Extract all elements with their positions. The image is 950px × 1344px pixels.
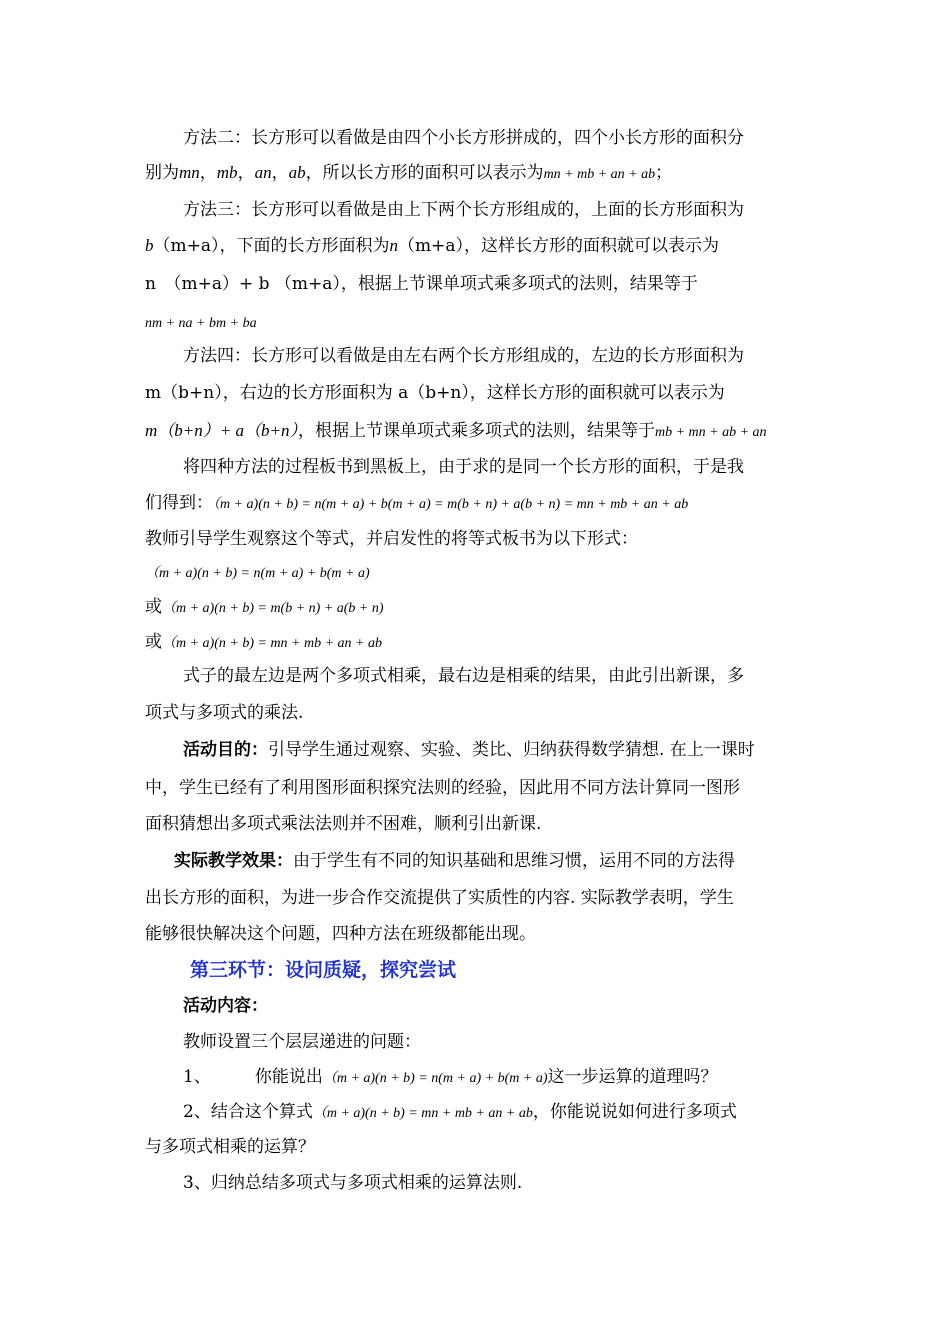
paragraph-method-3-line-4 — [145, 310, 257, 336]
paragraph-method-3-line-3: n （m+a）+ b （m+a），根据上节课单项式乘多项式的法则，结果等于 — [145, 274, 698, 294]
paragraph-teacher-guide: 教师引导学生观察这个等式，并启发性的将等式板书为以下形式： — [145, 529, 638, 549]
question-1: 1、 你能说出（m + a)(n + b) = n(m + a) + b(m + a)这一步运算的道理吗？ — [183, 1067, 718, 1087]
paragraph-method-4-line-3: m（b+n）+ a（b+n），根据上节课单项式乘多项式的法则，结果等于mb + mn + ab + an — [145, 421, 767, 441]
activity-content-label: 活动内容： — [183, 996, 268, 1016]
paragraph-method-4-line-1: 方法四：长方形可以看做是由左右两个长方形组成的，左边的长方形面积为 — [183, 346, 744, 366]
teaching-effect-label: 实际教学效果： — [174, 851, 293, 871]
formula: nm + na + bm + ba — [145, 316, 257, 331]
paragraph-method-3-line-2: b（m+a），下面的长方形面积为n（m+a），这样长方形的面积就可以表示为 — [145, 236, 719, 256]
formula: （m + a)(n + b) = n(m + a) + b(m + a) — [145, 566, 370, 581]
formula: （m + a)(n + b) = mn + mb + an + ab — [312, 1106, 533, 1121]
activity-purpose-label: 活动目的： — [183, 740, 268, 760]
equation-2: 或（m + a)(n + b) = m(b + n) + a(b + n) — [145, 597, 384, 617]
formula: （m + a)(n + b) = mn + mb + an + ab — [162, 636, 383, 651]
paragraph-method-2-line-1: 方法二：长方形可以看做是由四个小长方形拼成的，四个小长方形的面积分 — [183, 128, 744, 148]
paragraph-teaching-effect-line-3: 能够很快解决这个问题，四种方法在班级都能出现。 — [145, 924, 536, 944]
paragraph-new-lesson-line-1: 式子的最左边是两个多项式相乘，最右边是相乘的结果，由此引出新课，多 — [183, 666, 744, 686]
paragraph-summary-line-1: 将四种方法的过程板书到黑板上，由于求的是同一个长方形的面积，于是我 — [183, 457, 744, 477]
formula: mn + mb + an + ab — [543, 167, 656, 182]
question-2-line-1: 2、结合这个算式（m + a)(n + b) = mn + mb + an + ab，你能说说如何进行多项式 — [183, 1102, 737, 1122]
paragraph-activity-purpose-line-1: 活动目的：引导学生通过观察、实验、类比、归纳获得数学猜想. 在上一课时 — [183, 740, 755, 760]
paragraph-summary-line-2: 们得到：（m + a)(n + b) = n(m + a) + b(m + a) = m(b + n) + a(b + n) = mn + mb + an + ab — [145, 493, 689, 513]
paragraph-method-4-line-2: m（b+n），右边的长方形面积为 a（b+n），这样长方形的面积就可以表示为 — [145, 383, 725, 403]
paragraph-new-lesson-line-2: 项式与多项式的乘法. — [145, 703, 304, 723]
paragraph-teaching-effect-line-1: 实际教学效果：由于学生有不同的知识基础和思维习惯，运用不同的方法得 — [174, 851, 735, 871]
equation-1 — [145, 560, 370, 586]
formula: （m + a)(n + b) = n(m + a) + b(m + a) — [322, 1071, 548, 1086]
formula: （m + a)(n + b) = n(m + a) + b(m + a) = m(b + n) + a(b + n) = mn + mb + an + ab — [213, 497, 689, 512]
question-2-line-2: 与多项式相乘的运算？ — [145, 1137, 315, 1157]
paragraph-activity-purpose-line-3: 面积猜想出多项式乘法法则并不困难，顺利引出新课. — [145, 814, 542, 834]
equation-3: 或（m + a)(n + b) = mn + mb + an + ab — [145, 632, 383, 652]
formula: （m + a)(n + b) = m(b + n) + a(b + n) — [162, 601, 384, 616]
paragraph-activity-purpose-line-2: 中，学生已经有了利用图形面积探究法则的经验，因此用不同方法计算同一图形 — [145, 778, 740, 798]
formula: mb + mn + ab + an — [654, 425, 767, 440]
paragraph-method-3-line-1: 方法三：长方形可以看做是由上下两个长方形组成的，上面的长方形面积为 — [183, 200, 744, 220]
question-number: 1、 — [183, 1067, 211, 1087]
section-heading: 第三环节：设问质疑，探究尝试 — [190, 959, 457, 981]
paragraph-method-2-line-2: 别为mn，mb，an，ab，所以长方形的面积可以表示为mn + mb + an + ab； — [145, 163, 673, 183]
paragraph-teaching-effect-line-2: 出长方形的面积，为进一步合作交流提供了实质性的内容. 实际教学表明，学生 — [145, 888, 734, 908]
questions-intro: 教师设置三个层层递进的问题： — [183, 1032, 421, 1052]
question-3: 3、归纳总结多项式与多项式相乘的运算法则. — [183, 1173, 523, 1193]
